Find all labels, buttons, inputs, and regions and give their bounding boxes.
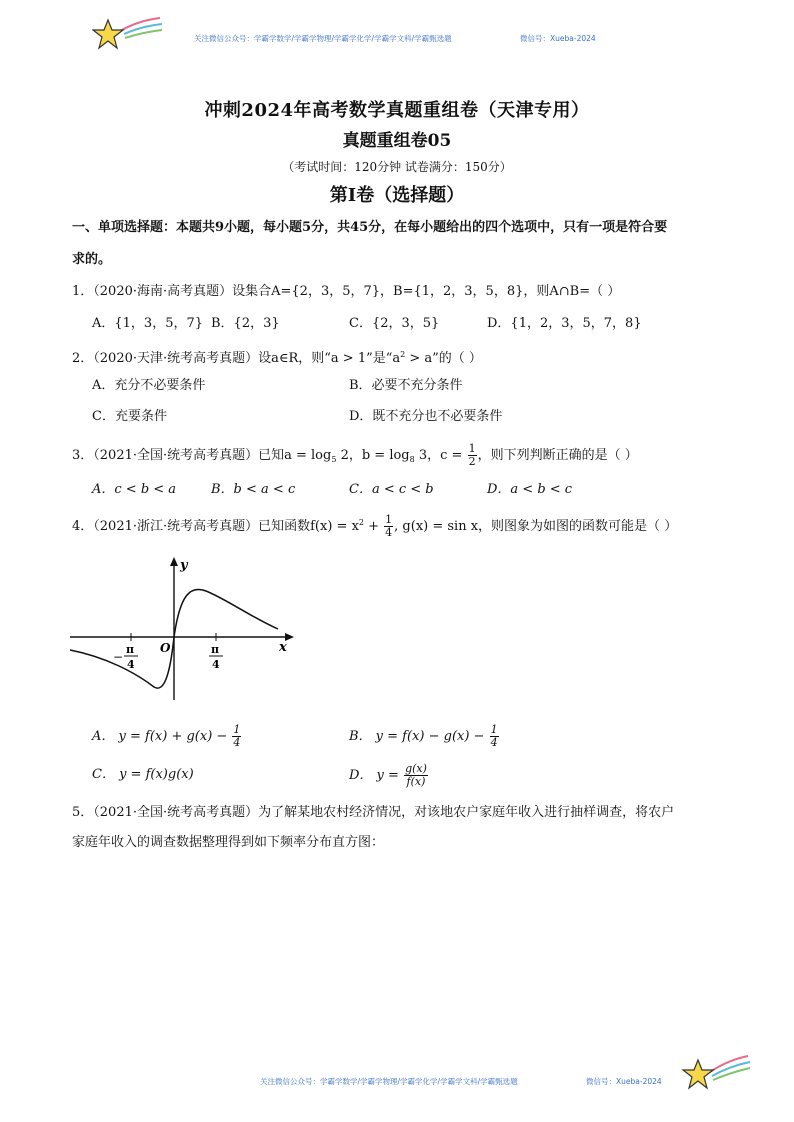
q2-stem: 2．（2020·天津·统考高考真题）设a∈R，则“a > 1”是“$a^2 > a$”的（ ） [72,350,482,366]
y-axis-label: y [180,558,188,573]
q4-stem: 4．（2021·浙江·统考高考真题）已知函数$f(x) = x^2$ + $\frac{1}{4}$ , g(x) = sin x，则图象为如图的函数可能是（ ） [72,513,678,539]
q3-option-c: C．a < c < b [349,482,434,497]
tick-neg-pi: π [126,643,135,656]
star-logo-icon [92,16,164,56]
q2-option-a: A．充分不必要条件 [92,378,206,393]
q5-line-2: 家庭年收入的调查数据整理得到如下频率分布直方图： [72,835,385,850]
q4-option-a: A． y = f(x) + g(x) − $\frac{1}{4}$ [92,723,241,749]
page-subtitle: 真题重组卷05 [342,131,452,151]
tick-neg-sign: − [113,650,124,664]
q4-option-d: D． y = $\frac{g(x)}{f(x)}$ [349,762,427,788]
header-wechat-id: 微信号：Xueba-2024 [520,34,596,43]
q4-option-c: C． y = f(x)g(x) [92,767,194,782]
q1-option-d: D．{1，2，3，5，7，8} [487,316,642,331]
header-promo-text: 关注微信公众号：学霸学数学/学霸学物理/学霸学化学/学霸学文科/学霸甄选题 [194,34,452,43]
y-axis-arrow-icon [170,557,178,566]
q1-option-a: A．{1，3，5，7} [92,316,204,331]
q2-option-d: D．既不充分也不必要条件 [349,409,503,424]
q4-option-b: B． y = f(x) − g(x) − $\frac{1}{4}$ [349,723,498,749]
q1-stem: 1．（2020·海南·高考真题）设集合A={2，3，5，7}，B={1，2，3，5，8}，则A∩B=（ ） [72,284,621,299]
q2-option-c: C．充要条件 [92,409,167,424]
instructions-line-2: 求的。 [72,252,112,267]
q5-line-1: 5．（2021·全国·统考高考真题）为了解某地农村经济情况，对该地农户家庭年收入进行抽样调查，将农户 [72,805,675,820]
section-title: 第I卷（选择题） [329,185,465,206]
instructions-line-1: 一、单项选择题：本题共9小题，每小题5分，共45分，在每小题给出的四个选项中，只有一项是符合要 [72,220,668,235]
q1-option-b: B．{2，3} [211,316,280,331]
function-graph [66,555,296,703]
tick-pos-four: 4 [212,658,220,671]
footer-promo-text: 关注微信公众号：学霸学数学/学霸学物理/学霸学化学/学霸学文科/学霸甄选题 [260,1077,518,1086]
q3-stem: 3．（2021·全国·统考高考真题）已知$a = \log_5 2$，$b = \log_8 3$，c = $\frac{1}{2}$ ，则下列判断正确的是（ ） [72,442,638,468]
q3-option-d: D．a < b < c [487,482,573,497]
page-title: 冲刺2024年高考数学真题重组卷（天津专用） [204,100,590,121]
x-axis-label: x [279,640,287,655]
origin-label: O [160,641,171,655]
q3-option-a: A．c < b < a [92,482,177,497]
footer-star-icon [680,1052,752,1096]
q3-option-b: B．b < a < c [211,482,296,497]
tick-pos-pi: π [211,643,220,656]
tick-neg-four: 4 [127,658,135,671]
q1-option-c: C．{2，3，5} [349,316,440,331]
q2-option-b: B．必要不充分条件 [349,378,463,393]
footer-wechat-id: 微信号：Xueba-2024 [586,1077,662,1086]
exam-info: （考试时间：120分钟 试卷满分：150分） [282,160,512,174]
